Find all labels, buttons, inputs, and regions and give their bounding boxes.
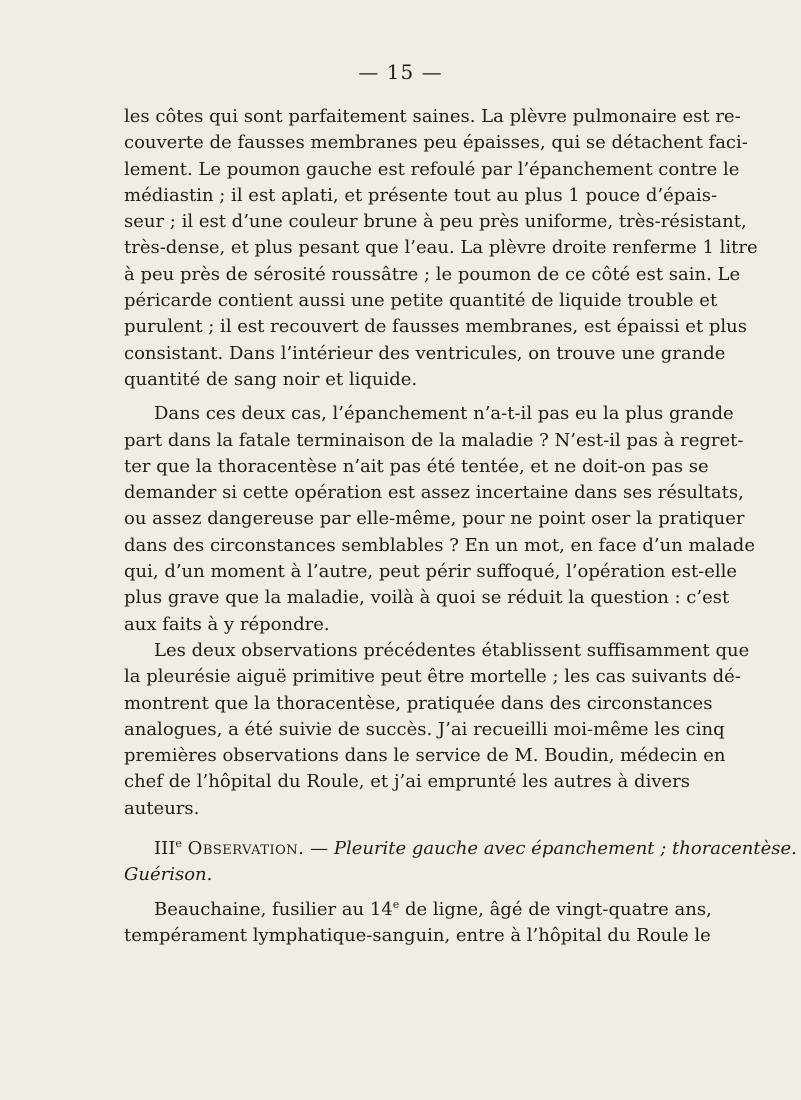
observation-label: Observation. [187,838,305,860]
text-line: ter que la thoracentèse n’ait pas été tentée, et ne doit-on pas se [124,455,709,477]
observation-dash: — [304,838,334,860]
text-line: lement. Le poumon gauche est refoulé par l’épanchement contre le [124,158,740,180]
paragraph-3 [124,638,750,822]
observation-title: Pleurite gauche avec épanchement ; thoracentèse. [333,838,797,860]
text-line: Dans ces deux cas, l’épanchement n’a-t-il pas eu la plus grande [154,403,734,425]
text-line: qui, d’un moment à l’autre, peut périr suffoqué, l’opération est-elle [124,561,738,583]
page-number-header: — 15 — [358,60,443,84]
paragraph-1 [124,104,758,393]
text-line: aux faits à y répondre. [124,613,330,635]
text-line: montrent que la thoracentèse, pratiquée dans des circonstances [124,692,713,714]
text-line: la pleurésie aiguë primitive peut être mortelle ; les cas suivants dé- [124,666,741,688]
ordinal-suffix: e [392,897,400,911]
text-line: très-dense, et plus pesant que l’eau. La plèvre droite renferme 1 litre [124,237,758,259]
page-body [124,104,797,949]
text-line: analogues, a été suivie de succès. J’ai recueilli moi-même les cinq [124,718,725,740]
text-segment: de ligne, âgé de vingt-quatre ans, [399,898,712,920]
observation-heading [124,836,797,889]
observation-heading-line [124,836,797,862]
text-line: couverte de fausses membranes peu épaisses, qui se détachent faci- [124,132,748,154]
text-line: auteurs. [124,797,200,819]
text-line: ou assez dangereuse par elle-même, pour ne point oser la pratiquer [124,508,745,530]
observation-number-suffix: e [175,837,182,851]
text-line: part dans la fatale terminaison de la maladie ? N’est-il pas à regret- [124,429,744,451]
text-line [124,897,712,923]
paragraph-2 [124,401,755,638]
text-line: seur ; il est d’une couleur brune à peu près uniforme, très-résistant, [124,211,747,233]
text-line: premières observations dans le service de M. Boudin, médecin en [124,745,726,767]
text-line: dans des circonstances semblables ? En un mot, en face d’un malade [124,534,755,556]
text-line: Les deux observations précédentes établissent suffisamment que [154,639,750,661]
text-line: consistant. Dans l’intérieur des ventricules, on trouve une grande [124,342,726,364]
text-line: quantité de sang noir et liquide. [124,368,418,390]
text-line: chef de l’hôpital du Roule, et j’ai emprunté les autres à divers [124,771,690,793]
text-line: purulent ; il est recouvert de fausses membranes, est épaissi et plus [124,316,748,338]
text-line: demander si cette opération est assez incertaine dans ses résultats, [124,482,744,504]
text-line: plus grave que la maladie, voilà à quoi se réduit la question : c’est [124,587,730,609]
observation-number: III [154,838,176,860]
text-line: les côtes qui sont parfaitement saines. La plèvre pulmonaire est re- [124,106,741,127]
text-line: péricarde contient aussi une petite quantité de liquide trouble et [124,290,718,312]
paragraph-4 [124,897,712,950]
observation-outcome: Guérison. [124,864,213,886]
text-segment: Beauchaine, fusilier au 14 [154,898,393,920]
text-line: médiastin ; il est aplati, et présente tout au plus 1 pouce d’épais- [124,184,718,206]
text-line: tempérament lymphatique-sanguin, entre à l’hôpital du Roule le [124,924,711,946]
text-line: à peu près de sérosité roussâtre ; le poumon de ce côté est sain. Le [124,263,741,285]
